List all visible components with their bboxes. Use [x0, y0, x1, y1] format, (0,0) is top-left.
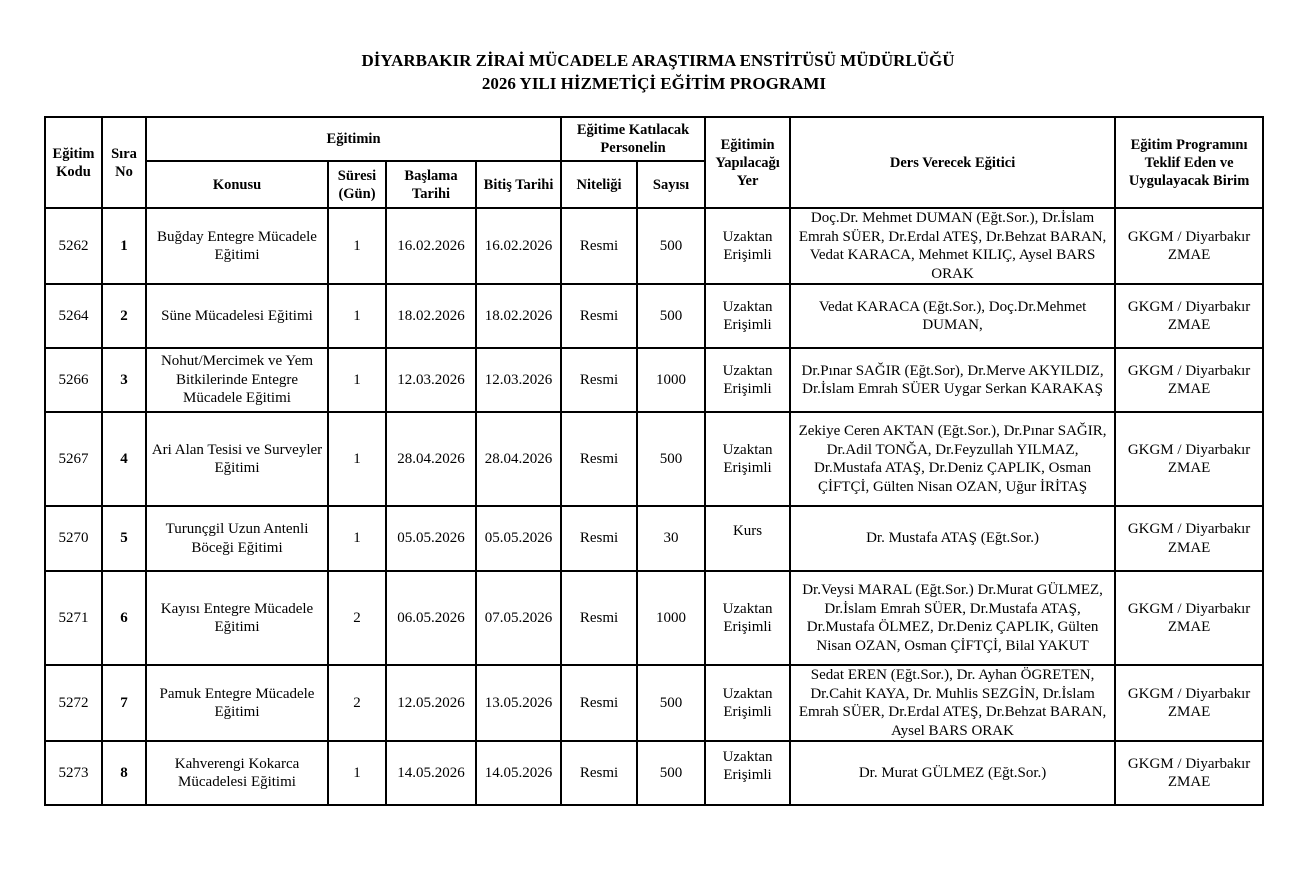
- cell-kod: 5270: [45, 506, 102, 571]
- cell-konu: Turunçgil Uzun Antenli Böceği Eğitimi: [146, 506, 328, 571]
- cell-sure: 1: [328, 208, 386, 284]
- header-bitis: Bitiş Tarihi: [476, 161, 561, 208]
- cell-sayi: 500: [637, 665, 705, 741]
- header-niteligi: Niteliği: [561, 161, 637, 208]
- cell-nitelik: Resmi: [561, 506, 637, 571]
- cell-egitici: Doç.Dr. Mehmet DUMAN (Eğt.Sor.), Dr.İslam Emrah SÜER, Dr.Erdal ATEŞ, Dr.Behzat BARAN, Vedat KARACA, Mehmet KILIÇ, Aysel BARS ORAK: [790, 208, 1115, 284]
- cell-bitis: 28.04.2026: [476, 412, 561, 506]
- cell-kod: 5273: [45, 741, 102, 805]
- header-baslama: Başlama Tarihi: [386, 161, 476, 208]
- table-header: [45, 117, 1263, 208]
- cell-sure: 1: [328, 348, 386, 412]
- cell-sayi: 500: [637, 208, 705, 284]
- table-row: [45, 741, 1263, 805]
- header-personel-group: Eğitime Katılacak Personelin: [561, 117, 705, 161]
- cell-konu: Pamuk Entegre Mücadele Eğitimi: [146, 665, 328, 741]
- cell-nitelik: Resmi: [561, 665, 637, 741]
- cell-konu: Kahverengi Kokarca Mücadelesi Eğitimi: [146, 741, 328, 805]
- document-title: [0, 49, 1308, 95]
- cell-baslama: 12.03.2026: [386, 348, 476, 412]
- cell-sira: 1: [102, 208, 146, 284]
- cell-konu: Ari Alan Tesisi ve Surveyler Eğitimi: [146, 412, 328, 506]
- cell-yer: Uzaktan Erişimli: [705, 665, 790, 741]
- cell-sayi: 500: [637, 284, 705, 348]
- cell-yer: Uzaktan Erişimli: [705, 208, 790, 284]
- cell-kod: 5266: [45, 348, 102, 412]
- cell-egitici: Dr. Murat GÜLMEZ (Eğt.Sor.): [790, 741, 1115, 805]
- header-konusu: Konusu: [146, 161, 328, 208]
- cell-bitis: 05.05.2026: [476, 506, 561, 571]
- cell-sayi: 30: [637, 506, 705, 571]
- cell-baslama: 12.05.2026: [386, 665, 476, 741]
- cell-bitis: 16.02.2026: [476, 208, 561, 284]
- cell-yer: Uzaktan Erişimli: [705, 741, 790, 805]
- cell-yer: Uzaktan Erişimli: [705, 348, 790, 412]
- header-birim: Eğitim Programını Teklif Eden ve Uygulayacak Birim: [1115, 117, 1263, 208]
- cell-kod: 5271: [45, 571, 102, 665]
- cell-sure: 2: [328, 665, 386, 741]
- cell-bitis: 07.05.2026: [476, 571, 561, 665]
- header-sayisi: Sayısı: [637, 161, 705, 208]
- cell-sure: 1: [328, 506, 386, 571]
- table-row: [45, 208, 1263, 284]
- cell-nitelik: Resmi: [561, 348, 637, 412]
- cell-sayi: 1000: [637, 348, 705, 412]
- cell-sayi: 500: [637, 412, 705, 506]
- header-yer: Eğitimin Yapılacağı Yer: [705, 117, 790, 208]
- cell-konu: Süne Mücadelesi Eğitimi: [146, 284, 328, 348]
- cell-nitelik: Resmi: [561, 284, 637, 348]
- cell-birim: GKGM / Diyarbakır ZMAE: [1115, 571, 1263, 665]
- cell-baslama: 18.02.2026: [386, 284, 476, 348]
- cell-sure: 2: [328, 571, 386, 665]
- table-row: [45, 665, 1263, 741]
- cell-egitici: Vedat KARACA (Eğt.Sor.), Doç.Dr.Mehmet DUMAN,: [790, 284, 1115, 348]
- cell-egitici: Zekiye Ceren AKTAN (Eğt.Sor.), Dr.Pınar SAĞIR, Dr.Adil TONĞA, Dr.Feyzullah YILMAZ, Dr.Mustafa ATAŞ, Dr.Deniz ÇAPLIK, Osman ÇİFTÇİ, Gülten Nisan OZAN, Uğur İRİTAŞ: [790, 412, 1115, 506]
- header-row-top: [45, 117, 1263, 161]
- cell-sure: 1: [328, 412, 386, 506]
- cell-bitis: 13.05.2026: [476, 665, 561, 741]
- cell-nitelik: Resmi: [561, 412, 637, 506]
- cell-konu: Kayısı Entegre Mücadele Eğitimi: [146, 571, 328, 665]
- header-egitim-kodu: Eğitim Kodu: [45, 117, 102, 208]
- cell-yer: Uzaktan Erişimli: [705, 571, 790, 665]
- cell-birim: GKGM / Diyarbakır ZMAE: [1115, 741, 1263, 805]
- cell-kod: 5262: [45, 208, 102, 284]
- title-program: 2026 YILI HİZMETİÇİ EĞİTİM PROGRAMI: [481, 74, 827, 93]
- header-egitici: Ders Verecek Eğitici: [790, 117, 1115, 208]
- table-row: [45, 571, 1263, 665]
- cell-konu: Buğday Entegre Mücadele Eğitimi: [146, 208, 328, 284]
- cell-egitici: Dr. Mustafa ATAŞ (Eğt.Sor.): [790, 506, 1115, 571]
- cell-egitici: Sedat EREN (Eğt.Sor.), Dr. Ayhan ÖGRETEN, Dr.Cahit KAYA, Dr. Muhlis SEZGİN, Dr.İslam Emrah SÜER, Dr.Erdal ATEŞ, Dr.Behzat BARAN, Aysel BARS ORAK: [790, 665, 1115, 741]
- cell-birim: GKGM / Diyarbakır ZMAE: [1115, 506, 1263, 571]
- cell-nitelik: Resmi: [561, 571, 637, 665]
- cell-konu: Nohut/Mercimek ve Yem Bitkilerinde Entegre Mücadele Eğitimi: [146, 348, 328, 412]
- cell-sira: 4: [102, 412, 146, 506]
- cell-yer: Uzaktan Erişimli: [705, 284, 790, 348]
- cell-yer: Kurs: [705, 506, 790, 571]
- cell-sira: 3: [102, 348, 146, 412]
- cell-egitici: Dr.Veysi MARAL (Eğt.Sor.) Dr.Murat GÜLMEZ, Dr.İslam Emrah SÜER, Dr.Mustafa ATAŞ, Dr.Mustafa ÖLMEZ, Dr.Deniz ÇAPLIK, Gülten Nisan OZAN, Osman ÇİFTÇİ, Bilal YAKUT: [790, 571, 1115, 665]
- cell-bitis: 18.02.2026: [476, 284, 561, 348]
- cell-birim: GKGM / Diyarbakır ZMAE: [1115, 208, 1263, 284]
- cell-yer: Uzaktan Erişimli: [705, 412, 790, 506]
- cell-kod: 5272: [45, 665, 102, 741]
- cell-baslama: 14.05.2026: [386, 741, 476, 805]
- training-program-table: [44, 116, 1264, 806]
- cell-birim: GKGM / Diyarbakır ZMAE: [1115, 284, 1263, 348]
- cell-birim: GKGM / Diyarbakır ZMAE: [1115, 412, 1263, 506]
- cell-bitis: 12.03.2026: [476, 348, 561, 412]
- header-suresi: Süresi (Gün): [328, 161, 386, 208]
- cell-sira: 6: [102, 571, 146, 665]
- table-body: [45, 208, 1263, 805]
- cell-baslama: 16.02.2026: [386, 208, 476, 284]
- cell-nitelik: Resmi: [561, 208, 637, 284]
- cell-egitici: Dr.Pınar SAĞIR (Eğt.Sor), Dr.Merve AKYILDIZ, Dr.İslam Emrah SÜER Uygar Serkan KARAKAŞ: [790, 348, 1115, 412]
- table-row: [45, 348, 1263, 412]
- cell-sira: 7: [102, 665, 146, 741]
- table-row: [45, 412, 1263, 506]
- cell-sira: 5: [102, 506, 146, 571]
- header-sira-no: Sıra No: [102, 117, 146, 208]
- cell-birim: GKGM / Diyarbakır ZMAE: [1115, 348, 1263, 412]
- cell-nitelik: Resmi: [561, 741, 637, 805]
- cell-baslama: 05.05.2026: [386, 506, 476, 571]
- cell-sure: 1: [328, 284, 386, 348]
- cell-kod: 5264: [45, 284, 102, 348]
- cell-birim: GKGM / Diyarbakır ZMAE: [1115, 665, 1263, 741]
- cell-kod: 5267: [45, 412, 102, 506]
- cell-bitis: 14.05.2026: [476, 741, 561, 805]
- cell-sayi: 1000: [637, 571, 705, 665]
- cell-sure: 1: [328, 741, 386, 805]
- table-row: [45, 284, 1263, 348]
- cell-sayi: 500: [637, 741, 705, 805]
- header-egitimin-group: Eğitimin: [146, 117, 561, 161]
- table-row: [45, 506, 1263, 571]
- cell-baslama: 28.04.2026: [386, 412, 476, 506]
- cell-sira: 2: [102, 284, 146, 348]
- cell-baslama: 06.05.2026: [386, 571, 476, 665]
- cell-sira: 8: [102, 741, 146, 805]
- title-institution: DİYARBAKIR ZİRAİ MÜCADELE ARAŞTIRMA ENSTİTÜSÜ MÜDÜRLÜĞÜ: [361, 51, 955, 70]
